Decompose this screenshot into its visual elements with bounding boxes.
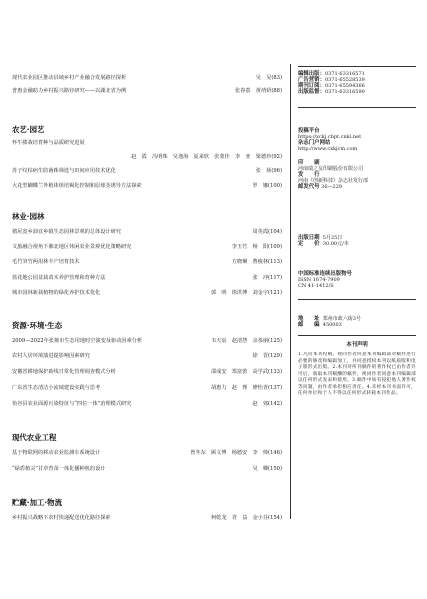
printer-block [298,160,416,190]
article-title: 毛竹笋竹两用林丰产培育技术 [12,259,80,265]
divider [298,66,416,67]
article-authors: 郭 明 徐洪博 刘金宇(121) [210,290,282,296]
article-title: 基于物联网的移动农业监测车系统设计 [12,450,101,456]
article-authors: 邵成安 郑富蕾 高学武(133) [210,369,282,375]
article-authors: 赵 郊(142) [252,401,282,407]
postcode-label: 邮发代号 [298,184,320,190]
article-title: 现代农业园区推动县域乡村产业融合发展路径探析 [12,75,127,81]
article-authors: 张 扬(96) [255,168,282,174]
pubdate-value: 5月25日 [322,235,343,241]
article-authors: 胡惠力 赵 理 廖怡青(137) [210,385,282,391]
article-authors: 韦天宸 赵清慧 余茶丽(125) [210,338,282,344]
article-title: 文旅融合视角下湘北地区休闲农业景观优化策略研究 [12,244,132,250]
article-title: 广东省生态清洁小流域建设实践与思考 [12,385,101,391]
pubdate-label: 出版日期 [298,235,320,241]
divider [298,107,416,108]
column-divider [290,64,291,519]
section-title: 农艺·园艺 [12,125,45,134]
portal-label: 杂志门户网站 [298,140,331,146]
article-authors: 曾冬东 顾文博 杨德安 李 帅(146) [190,450,282,456]
address-block [298,316,416,328]
printer-label: 印 刷 [298,160,320,166]
contact-line: 出版监督：0371-63316590 [298,89,365,95]
address-label: 地 址 [298,316,320,322]
article-authors: 吴 昊(83) [255,75,282,81]
cn-value: CN 41-1412/S [298,283,334,289]
issn-title: 中国标准连续出版物号 [298,271,352,277]
article-title: 苏子纹枯病生防菌株筛选与田间应用技术优化 [12,168,116,174]
article-authors: 方晓琳 曹俊林(113) [231,259,282,265]
article-authors: 罗 娜(100) [252,183,282,189]
article-title: 城市园林新栽植物的绿化养护技术优化 [12,290,101,296]
article-authors: 徐 晋(129) [252,353,282,359]
article-authors: 赵 霞 冯明珠 吴逸海 夏来欣 张蒙佳 李 亚 梁德珍(92) [131,154,282,160]
platform-title: 投稿平台 [298,128,320,134]
article-authors: 李玉竹 杨 阳(109) [231,244,282,250]
publisher-label: 发 行 [298,172,320,178]
price-label: 定 价 [298,241,320,247]
contact-line: 广告营销：0371-65528539 [298,77,365,83]
portal-link[interactable]: http://www.cxkjcm.com [298,146,358,152]
platform-block [298,128,416,152]
publisher-value: 河南《创新科技》杂志社发行部 [298,178,369,184]
article-title: 普惠金融助力乡村振兴路径研究——以湖北省为例 [12,88,127,94]
issn-block [298,271,416,289]
article-title: 农村人居环境演进提影响因素研究 [12,353,90,359]
printer-value: 河南瑞之友印刷股份有限公司 [298,166,364,172]
article-authors: 张春荔 黄靖妍(88) [235,88,282,94]
pubinfo-block [298,235,416,247]
divider [298,335,416,336]
divider [298,299,416,300]
zip-label: 邮 编 [298,322,320,328]
article-title: 2009—2022年张掖市生态用地时空演变及驱动因素分析 [12,338,143,344]
article-title: 鱼谷县农业面源污染特征与“四位一体”治理模式研究 [12,401,132,407]
copyright-title: 本刊声明 [346,342,368,348]
section-title: 现代农业工程 [12,433,57,442]
article-title: 大花型蝴蝶兰外植体组培褐化控制和原球茎诱导方法探索 [12,183,142,189]
section-title: 贮藏·加工·物流 [12,498,62,507]
platform-link[interactable]: https://xckj.cbpt.cnki.net [298,134,362,140]
article-title: 怀牛膝栽培育种与品质研究进展 [12,140,85,146]
postcode-value: 36—229 [321,184,343,190]
article-title: 乡村振兴战略下农村快递配送优化路径探索 [12,515,111,521]
zip-value: 450003 [322,322,342,328]
section-title: 林业·园林 [12,212,45,221]
article-title: 蓝花地公园盆栽苗木养护管理和育种方法 [12,275,106,281]
contact-line: 编辑出版：0371-63316571 [298,71,365,77]
issn-value: ISSN 1674-7909 [298,277,340,283]
article-authors: 张 冲(117) [252,275,282,281]
price-value: 30.00元/本 [322,241,349,247]
address-value: 郑州市政六街3号 [322,316,361,322]
contact-line: 期刊订阅：0371-65594366 [298,83,365,89]
article-title: “绿盾植灵”甘草育苗一体化播种机的设计 [12,466,106,472]
article-authors: 吴 卿(150) [252,466,282,472]
article-title: 安徽省耕地保护助线日常化管理调查模式分析 [12,369,116,375]
contact-block [298,71,416,95]
article-authors: 柯乾龙 胥 益 金小芬(154) [210,515,282,521]
article-title: 猪尻宽乡油宜乡镇生态园林景观的总体设计研究 [12,229,121,235]
copyright-text: 1.凡向本刊投稿，视同作者同意本刊编辑部对稿件进行必要的修改和编辑加工，并同意授权本刊以纸质版和电子版形式出版。2.本刊对所刊稿件的著作权已由作者许可后，收取本刊稿酬的稿件，视同作者同意本刊编辑部以任何形式发表和使用。3.稿件中如有侵犯他人著作权等问题，由作者承担相应责任。4.未经本刊书面许可，任何单位和个人不得以任何形式转载本刊作品。 [298,352,416,396]
section-title: 资源·环境·生态 [12,321,62,330]
article-authors: 周英霞(104) [252,229,282,235]
